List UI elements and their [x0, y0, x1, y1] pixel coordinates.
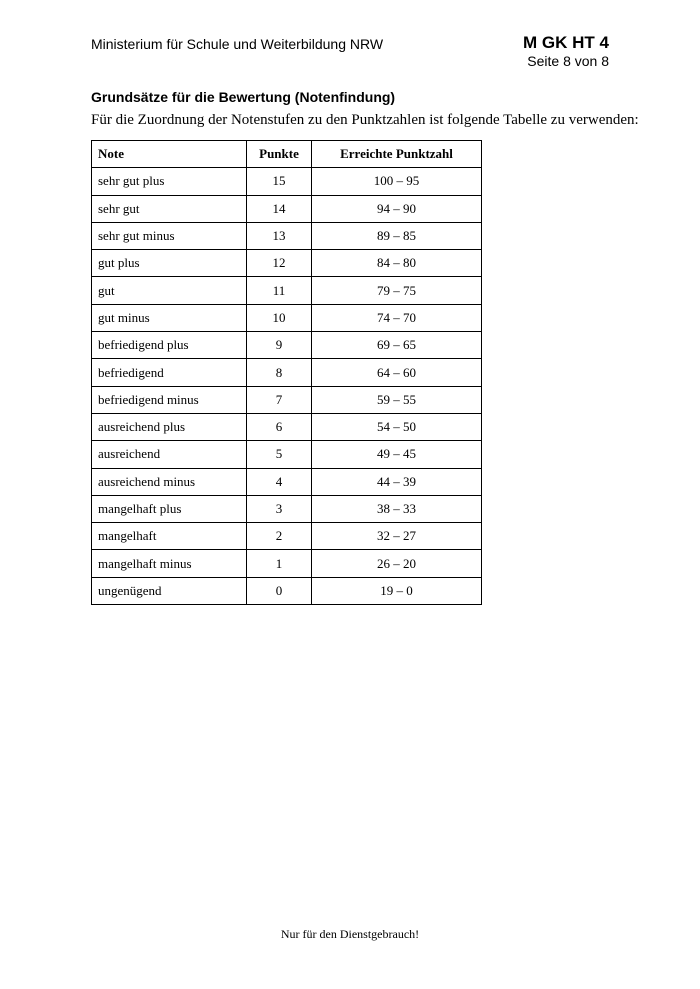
cell-punktzahl: 44 – 39 — [312, 468, 482, 495]
table-row — [92, 386, 482, 413]
cell-punkte: 3 — [247, 495, 312, 522]
cell-punkte: 14 — [247, 195, 312, 222]
header-punktzahl: Erreichte Punktzahl — [312, 141, 482, 168]
cell-note: gut — [92, 277, 247, 304]
cell-note: befriedigend minus — [92, 386, 247, 413]
cell-punkte: 7 — [247, 386, 312, 413]
cell-punkte: 9 — [247, 332, 312, 359]
table-row — [92, 468, 482, 495]
grade-table — [91, 140, 482, 605]
cell-note: mangelhaft plus — [92, 495, 247, 522]
cell-punktzahl: 69 – 65 — [312, 332, 482, 359]
cell-punktzahl: 32 – 27 — [312, 523, 482, 550]
cell-punktzahl: 38 – 33 — [312, 495, 482, 522]
section-heading: Grundsätze für die Bewertung (Notenfindung) — [91, 89, 396, 105]
header-right — [523, 33, 609, 69]
page-number: Seite 8 von 8 — [527, 53, 609, 69]
footer-note: Nur für den Dienstgebrauch! — [280, 927, 420, 941]
table-row — [92, 277, 482, 304]
table-row — [92, 577, 482, 604]
ministry-name: Ministerium für Schule und Weiterbildung NRW — [91, 36, 384, 52]
cell-punkte: 1 — [247, 550, 312, 577]
cell-punkte: 0 — [247, 577, 312, 604]
cell-punktzahl: 79 – 75 — [312, 277, 482, 304]
table-row — [92, 195, 482, 222]
cell-punktzahl: 26 – 20 — [312, 550, 482, 577]
table-row — [92, 359, 482, 386]
table-row — [92, 168, 482, 195]
table-row — [92, 495, 482, 522]
header-punkte: Punkte — [247, 141, 312, 168]
cell-punktzahl: 64 – 60 — [312, 359, 482, 386]
cell-punkte: 8 — [247, 359, 312, 386]
cell-punkte: 6 — [247, 413, 312, 440]
cell-note: gut minus — [92, 304, 247, 331]
cell-note: mangelhaft minus — [92, 550, 247, 577]
cell-note: sehr gut plus — [92, 168, 247, 195]
cell-punktzahl: 49 – 45 — [312, 441, 482, 468]
cell-punktzahl: 89 – 85 — [312, 222, 482, 249]
cell-punktzahl: 84 – 80 — [312, 250, 482, 277]
cell-punktzahl: 74 – 70 — [312, 304, 482, 331]
cell-punkte: 10 — [247, 304, 312, 331]
table-row — [92, 332, 482, 359]
cell-note: sehr gut — [92, 195, 247, 222]
table-row — [92, 413, 482, 440]
cell-note: ausreichend minus — [92, 468, 247, 495]
cell-punktzahl: 54 – 50 — [312, 413, 482, 440]
cell-punkte: 11 — [247, 277, 312, 304]
table-row — [92, 250, 482, 277]
table-row — [92, 222, 482, 249]
table-row — [92, 304, 482, 331]
table-row — [92, 550, 482, 577]
document-code: M GK HT 4 — [523, 33, 609, 52]
cell-punkte: 2 — [247, 523, 312, 550]
cell-note: ungenügend — [92, 577, 247, 604]
cell-punktzahl: 59 – 55 — [312, 386, 482, 413]
cell-punkte: 13 — [247, 222, 312, 249]
cell-punkte: 15 — [247, 168, 312, 195]
cell-note: sehr gut minus — [92, 222, 247, 249]
header-note: Note — [92, 141, 247, 168]
cell-punkte: 5 — [247, 441, 312, 468]
cell-note: befriedigend — [92, 359, 247, 386]
intro-paragraph: Für die Zuordnung der Notenstufen zu den Punktzahlen ist folgende Tabelle zu verwenden: — [91, 112, 639, 128]
cell-note: mangelhaft — [92, 523, 247, 550]
cell-punkte: 12 — [247, 250, 312, 277]
cell-punktzahl: 100 – 95 — [312, 168, 482, 195]
table-header-row — [92, 141, 482, 168]
cell-punkte: 4 — [247, 468, 312, 495]
cell-note: gut plus — [92, 250, 247, 277]
cell-note: ausreichend — [92, 441, 247, 468]
table-row — [92, 441, 482, 468]
cell-note: ausreichend plus — [92, 413, 247, 440]
cell-punktzahl: 94 – 90 — [312, 195, 482, 222]
table-row — [92, 523, 482, 550]
cell-note: befriedigend plus — [92, 332, 247, 359]
cell-punktzahl: 19 – 0 — [312, 577, 482, 604]
